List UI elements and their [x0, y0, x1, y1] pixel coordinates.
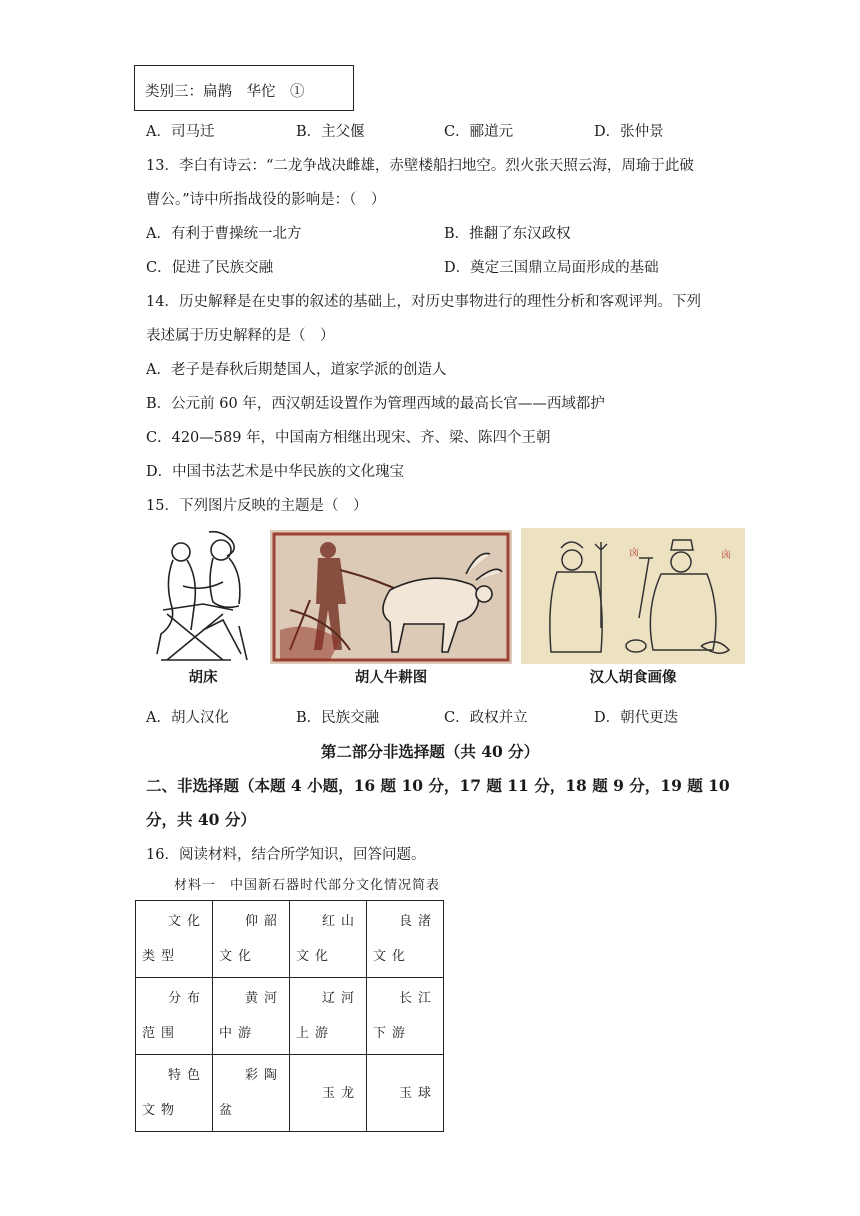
mural-inscription-left: 㐫 — [629, 548, 639, 559]
q12-option-b: B．主父偃 — [296, 124, 365, 140]
caption-han-hu-food: 汉人胡食画像 — [589, 670, 677, 686]
hu-ox-plowing-image — [270, 530, 512, 664]
q15-option-d: D．朝代更迭 — [594, 710, 679, 726]
table-cell: 文化 类型 — [136, 901, 213, 978]
q16-stem: 16．阅读材料，结合所学知识，回答问题。 — [146, 847, 426, 863]
table-cell: 彩陶 盆 — [213, 1055, 290, 1132]
q15-stem: 15．下列图片反映的主题是（ ） — [146, 498, 368, 514]
q12-option-d: D．张仲景 — [594, 124, 664, 140]
q12-option-a: A．司马迁 — [146, 124, 215, 140]
q14-option-a: A．老子是春秋后期楚国人，道家学派的创造人 — [146, 362, 447, 378]
caption-hu-chair: 胡床 — [188, 670, 218, 686]
q13-option-c: C．促进了民族交融 — [146, 260, 274, 276]
table-cell: 玉球 — [367, 1055, 444, 1132]
q12-option-c: C．郦道元 — [444, 124, 514, 140]
q14-stem-line2: 表述属于历史解释的是（ ） — [146, 328, 335, 344]
table-cell: 红山 文化 — [290, 901, 367, 978]
q13-option-a: A．有利于曹操统一北方 — [146, 226, 302, 242]
q13-stem-line1: 13．李白有诗云：“二龙争战决雌雄，赤壁楼船扫地空。烈火张天照云海，周瑜于此破 — [146, 158, 694, 174]
category-three-text: 类别三：扁鹊 华佗 ① — [145, 84, 305, 100]
table-row — [136, 1055, 444, 1132]
part2-title: 第二部分非选择题（共 40 分） — [320, 742, 540, 761]
caption-hu-ox-plowing: 胡人牛耕图 — [354, 670, 428, 686]
mural-inscription-right: 㐫 — [721, 550, 731, 561]
table-cell: 特色 文物 — [136, 1055, 213, 1132]
material1-title: 材料一 中国新石器时代部分文化情况简表 — [174, 878, 441, 893]
q14-option-c: C．420—589 年，中国南方相继出现宋、齐、梁、陈四个王朝 — [146, 430, 551, 446]
table-cell: 辽河 上游 — [290, 978, 367, 1055]
q13-stem-line2: 曹公。”诗中所指战役的影响是：（ ） — [146, 192, 386, 208]
q13-option-b: B．推翻了东汉政权 — [444, 226, 571, 242]
hu-chair-image — [143, 530, 263, 664]
q15-option-b: B．民族交融 — [296, 710, 380, 726]
q14-option-d: D．中国书法艺术是中华民族的文化瑰宝 — [146, 464, 405, 480]
q14-option-b: B．公元前 60 年，西汉朝廷设置作为管理西域的最高长官——西域都护 — [146, 396, 605, 412]
q13-option-d: D．奠定三国鼎立局面形成的基础 — [444, 260, 659, 276]
category-box — [134, 65, 354, 111]
table-cell: 分布 范围 — [136, 978, 213, 1055]
section2-heading-line1: 二、非选择题（本题 4 小题，16 题 10 分，17 题 11 分，18 题 9 分，19 题 10 — [146, 776, 730, 795]
han-hu-food-image — [521, 528, 745, 664]
q14-stem-line1: 14．历史解释是在史事的叙述的基础上，对历史事物进行的理性分析和客观评判。下列 — [146, 294, 701, 310]
table-row — [136, 978, 444, 1055]
q15-option-c: C．政权并立 — [444, 710, 528, 726]
table-cell: 仰韶 文化 — [213, 901, 290, 978]
table-row — [136, 901, 444, 978]
table-cell: 黄河 中游 — [213, 978, 290, 1055]
table-cell: 良渚 文化 — [367, 901, 444, 978]
culture-table — [135, 900, 444, 1132]
table-cell: 长江 下游 — [367, 978, 444, 1055]
section2-heading-line2: 分，共 40 分） — [146, 810, 256, 829]
table-cell: 玉龙 — [290, 1055, 367, 1132]
q15-option-a: A．胡人汉化 — [146, 710, 229, 726]
